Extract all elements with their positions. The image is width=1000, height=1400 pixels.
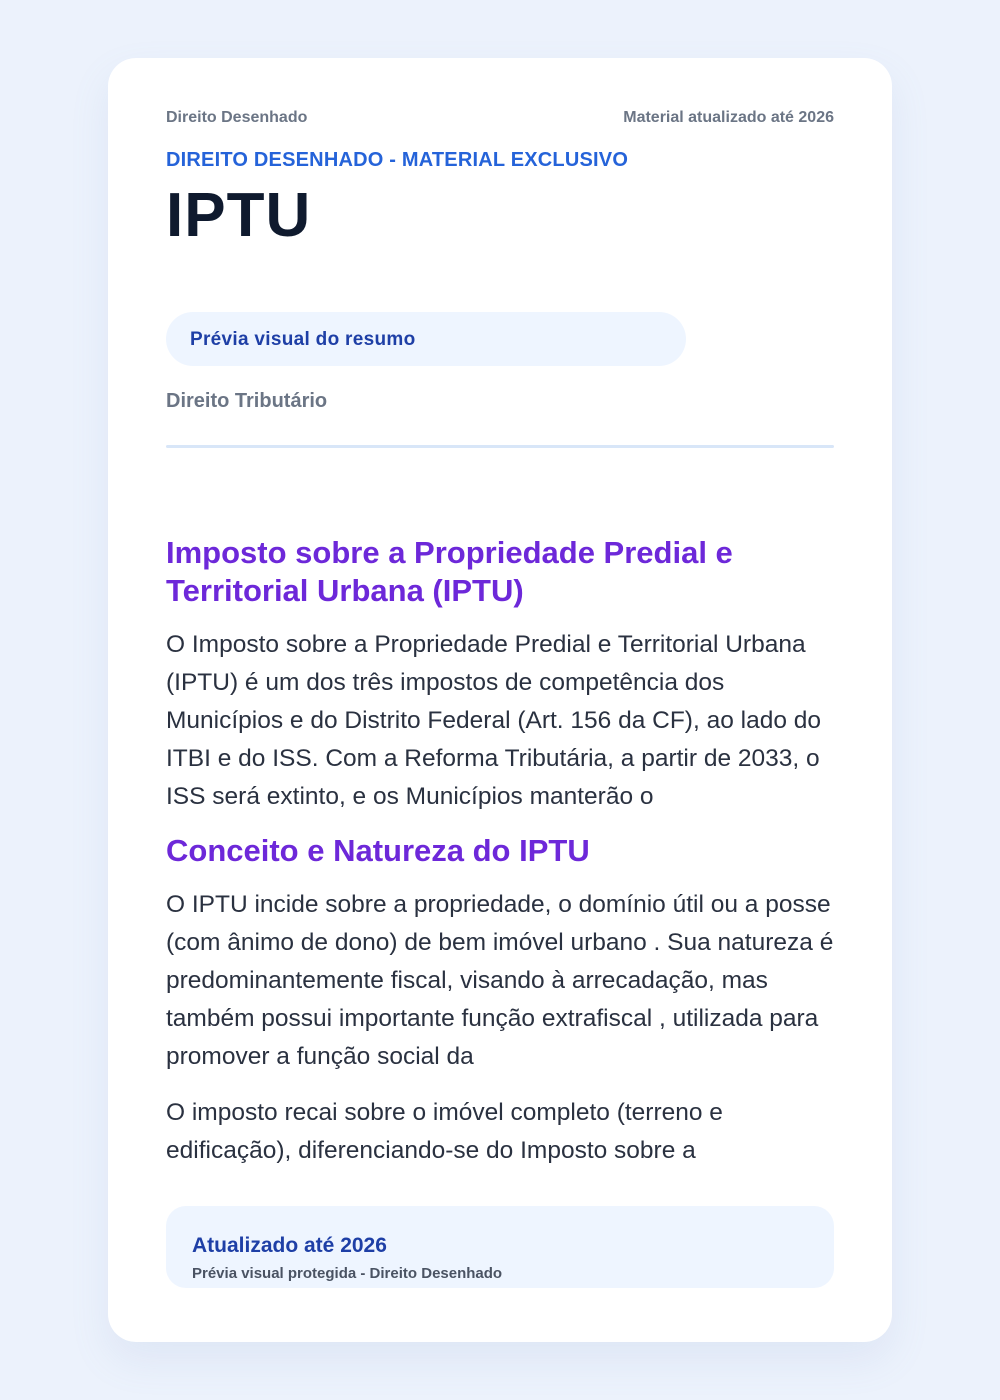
section-heading: Conceito e Natureza do IPTU (166, 833, 590, 868)
footer-box (166, 1206, 834, 1288)
section-paragraph: O IPTU incide sobre a propriedade, o domínio útil ou a posse (com ânimo de dono) de bem imóvel urbano . Sua natureza é predominantemente fiscal, visando à arrecadação, mas também possui importante função extrafiscal , utilizada para promover a função social da (166, 891, 834, 1070)
footer-title: Atualizado até 2026 (192, 1234, 387, 1257)
preview-pill-label: Prévia visual do resumo (190, 329, 416, 350)
brand-label: Direito Desenhado (166, 109, 308, 126)
section-paragraph: O imposto recai sobre o imóvel completo (terreno e edificação), diferenciando-se do Imposto sobre a (166, 1099, 723, 1164)
section-heading: Imposto sobre a Propriedade Predial e Territorial Urbana (IPTU) (166, 535, 733, 608)
card-content (166, 58, 834, 1342)
footer-subtitle: Prévia visual protegida - Direito Desenhado (192, 1265, 503, 1282)
page-title: IPTU (166, 181, 312, 250)
updated-note: Material atualizado até 2026 (623, 109, 834, 126)
preview-pill (166, 312, 686, 366)
summary-card (108, 58, 892, 1342)
divider (166, 445, 834, 448)
section-paragraph: O Imposto sobre a Propriedade Predial e Territorial Urbana (IPTU) é um dos três impostos de competência dos Municípios e do Distrito Federal (Art. 156 da CF), ao lado do ITBI e do ISS. Com a Reforma Tributária, a partir de 2033, o ISS será extinto, e os Municípios manterão o (166, 631, 822, 810)
eyebrow-label: DIREITO DESENHADO - MATERIAL EXCLUSIVO (166, 149, 629, 171)
subject-area: Direito Tributário (166, 390, 328, 412)
